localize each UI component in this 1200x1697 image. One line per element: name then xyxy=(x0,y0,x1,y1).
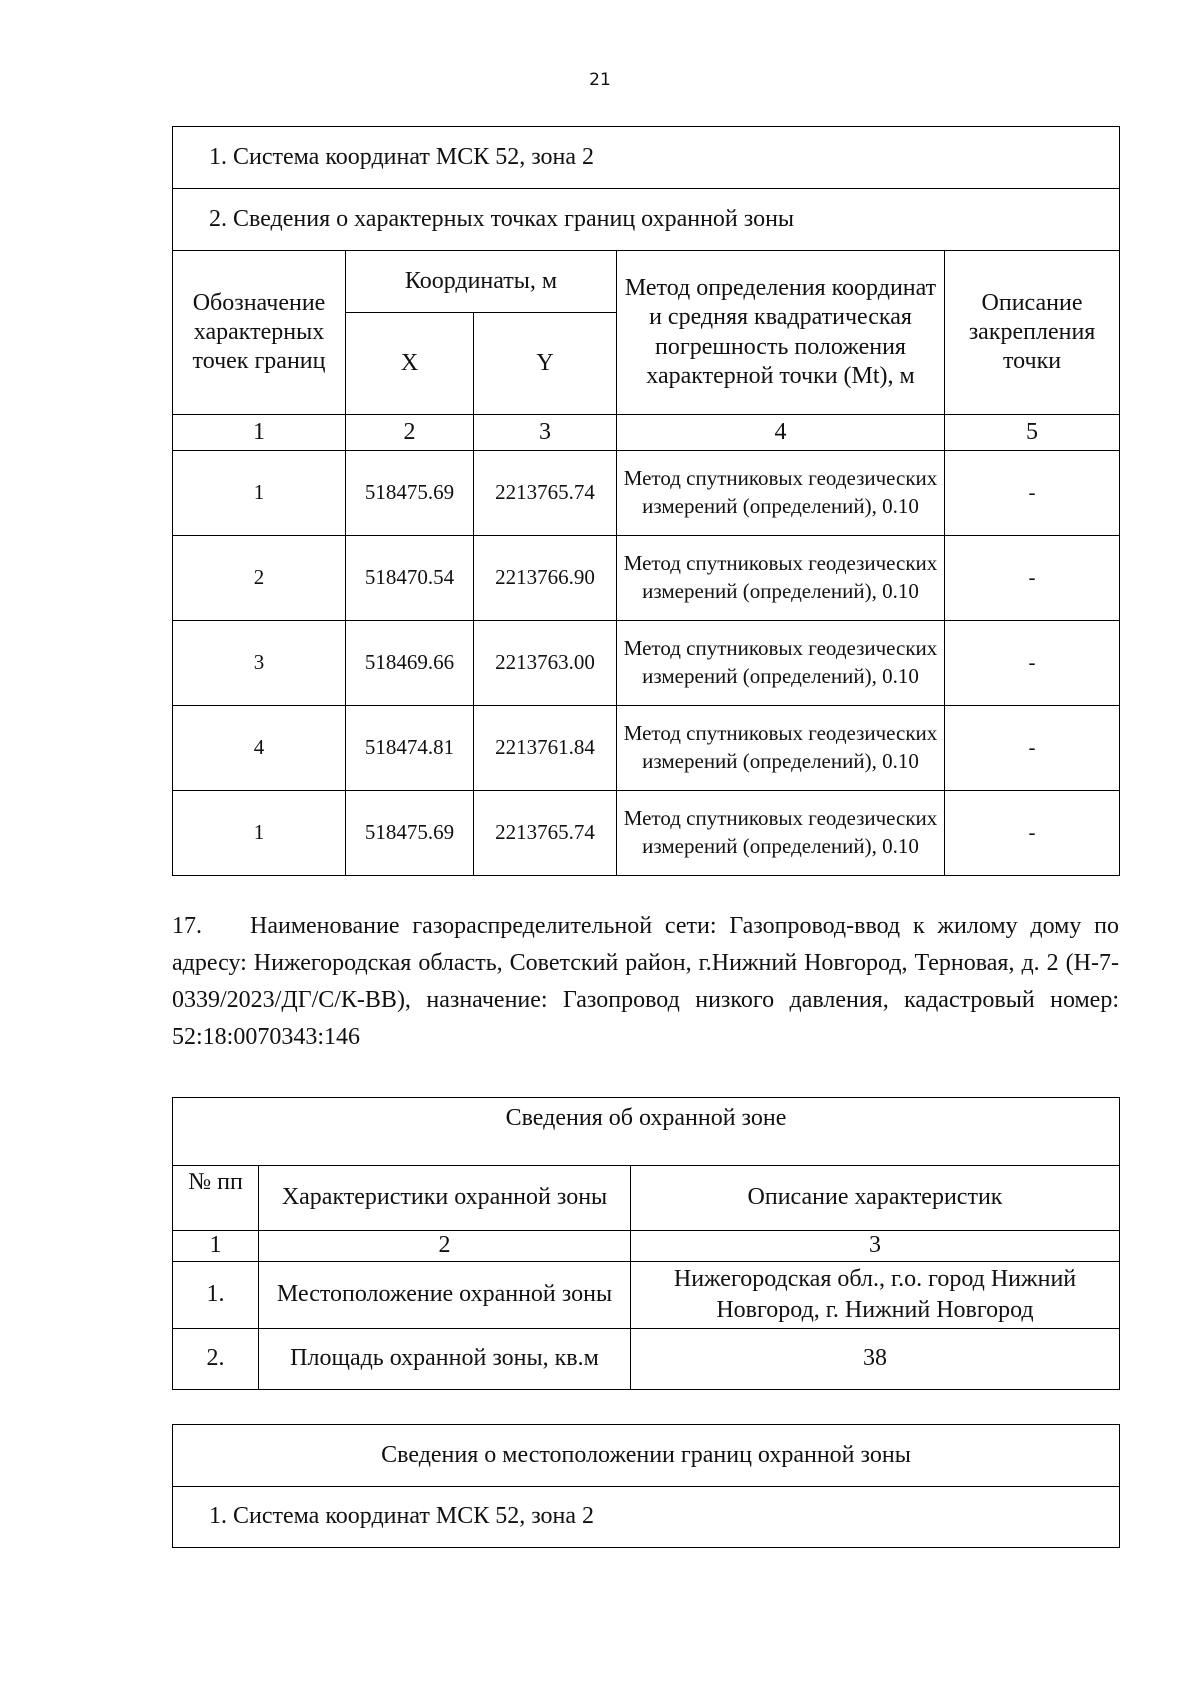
method-cell: Метод спутниковых геодезических измерений (определений), 0.10 xyxy=(617,706,945,791)
header-description: Описание закрепления точки xyxy=(945,251,1120,415)
point-cell: 1 xyxy=(173,451,346,536)
gas-network-paragraph xyxy=(172,908,1119,1056)
description-cell: - xyxy=(945,791,1120,876)
page-number: 21 xyxy=(589,70,611,90)
method-cell: Метод спутниковых геодезических измерений (определений), 0.10 xyxy=(617,621,945,706)
description-cell: - xyxy=(945,706,1120,791)
characteristic-cell: Площадь охранной зоны, кв.м xyxy=(259,1329,631,1390)
description-cell: Нижегородская обл., г.о. город Нижний Новгород, г. Нижний Новгород xyxy=(631,1262,1120,1329)
column-number: 5 xyxy=(945,415,1120,451)
description-cell: - xyxy=(945,536,1120,621)
table-row xyxy=(173,1329,1120,1390)
num-cell: 1. xyxy=(173,1262,259,1329)
header-x: X xyxy=(346,313,474,415)
table-row xyxy=(173,451,1120,536)
header-point: Обозначение характерных точек границ xyxy=(173,251,346,415)
table-row xyxy=(173,621,1120,706)
protection-zone-table xyxy=(172,1097,1120,1390)
y-cell: 2213761.84 xyxy=(474,706,617,791)
column-number: 3 xyxy=(474,415,617,451)
y-cell: 2213765.74 xyxy=(474,791,617,876)
point-cell: 2 xyxy=(173,536,346,621)
point-cell: 3 xyxy=(173,621,346,706)
x-cell: 518475.69 xyxy=(346,451,474,536)
header-y: Y xyxy=(474,313,617,415)
column-number: 1 xyxy=(173,415,346,451)
method-cell: Метод спутниковых геодезических измерений (определений), 0.10 xyxy=(617,451,945,536)
column-number: 2 xyxy=(259,1231,631,1262)
header-coords: Координаты, м xyxy=(346,251,617,313)
point-cell: 1 xyxy=(173,791,346,876)
boundary-location-title: Сведения о местоположении границ охранной зоны xyxy=(173,1425,1120,1487)
y-cell: 2213765.74 xyxy=(474,451,617,536)
characteristic-cell: Местоположение охранной зоны xyxy=(259,1262,631,1329)
header-characteristic: Характеристики охранной зоны xyxy=(259,1166,631,1231)
column-number: 4 xyxy=(617,415,945,451)
coord-system-label: 1. Система координат МСК 52, зона 2 xyxy=(173,1487,1120,1548)
description-cell: - xyxy=(945,451,1120,536)
table-row xyxy=(173,706,1120,791)
boundary-points-table xyxy=(172,126,1120,876)
description-cell: 38 xyxy=(631,1329,1120,1390)
zone-info-title: Сведения об охранной зоне xyxy=(173,1098,1120,1166)
x-cell: 518475.69 xyxy=(346,791,474,876)
column-number: 1 xyxy=(173,1231,259,1262)
table-row xyxy=(173,791,1120,876)
x-cell: 518470.54 xyxy=(346,536,474,621)
column-number: 3 xyxy=(631,1231,1120,1262)
method-cell: Метод спутниковых геодезических измерений (определений), 0.10 xyxy=(617,791,945,876)
paragraph-number: 17. xyxy=(172,913,202,939)
table-row xyxy=(173,1262,1120,1329)
y-cell: 2213763.00 xyxy=(474,621,617,706)
header-method: Метод определения координат и средняя квадратическая погрешность положения характерной точки (Mt), м xyxy=(617,251,945,415)
header-description: Описание характеристик xyxy=(631,1166,1120,1231)
point-cell: 4 xyxy=(173,706,346,791)
description-cell: - xyxy=(945,621,1120,706)
column-number: 2 xyxy=(346,415,474,451)
y-cell: 2213766.90 xyxy=(474,536,617,621)
header-num: № пп xyxy=(173,1166,259,1231)
paragraph-text: Наименование газораспределительной сети: Газопровод-ввод к жилому дому по адресу: Нижегородская область, Советский район, г.Нижний Новгород, Терновая, д. 2 (Н-7-0339/2023/ДГ/С/К-ВВ), назначение: Газопровод низкого давления, кадастровый номер: 52:18:0070343:146 xyxy=(172,913,1119,1050)
x-cell: 518474.81 xyxy=(346,706,474,791)
coord-system-label: 1. Система координат МСК 52, зона 2 xyxy=(173,127,1120,189)
table-row xyxy=(173,536,1120,621)
boundary-location-table xyxy=(172,1424,1120,1548)
section-title: 2. Сведения о характерных точках границ охранной зоны xyxy=(173,189,1120,251)
num-cell: 2. xyxy=(173,1329,259,1390)
x-cell: 518469.66 xyxy=(346,621,474,706)
method-cell: Метод спутниковых геодезических измерений (определений), 0.10 xyxy=(617,536,945,621)
